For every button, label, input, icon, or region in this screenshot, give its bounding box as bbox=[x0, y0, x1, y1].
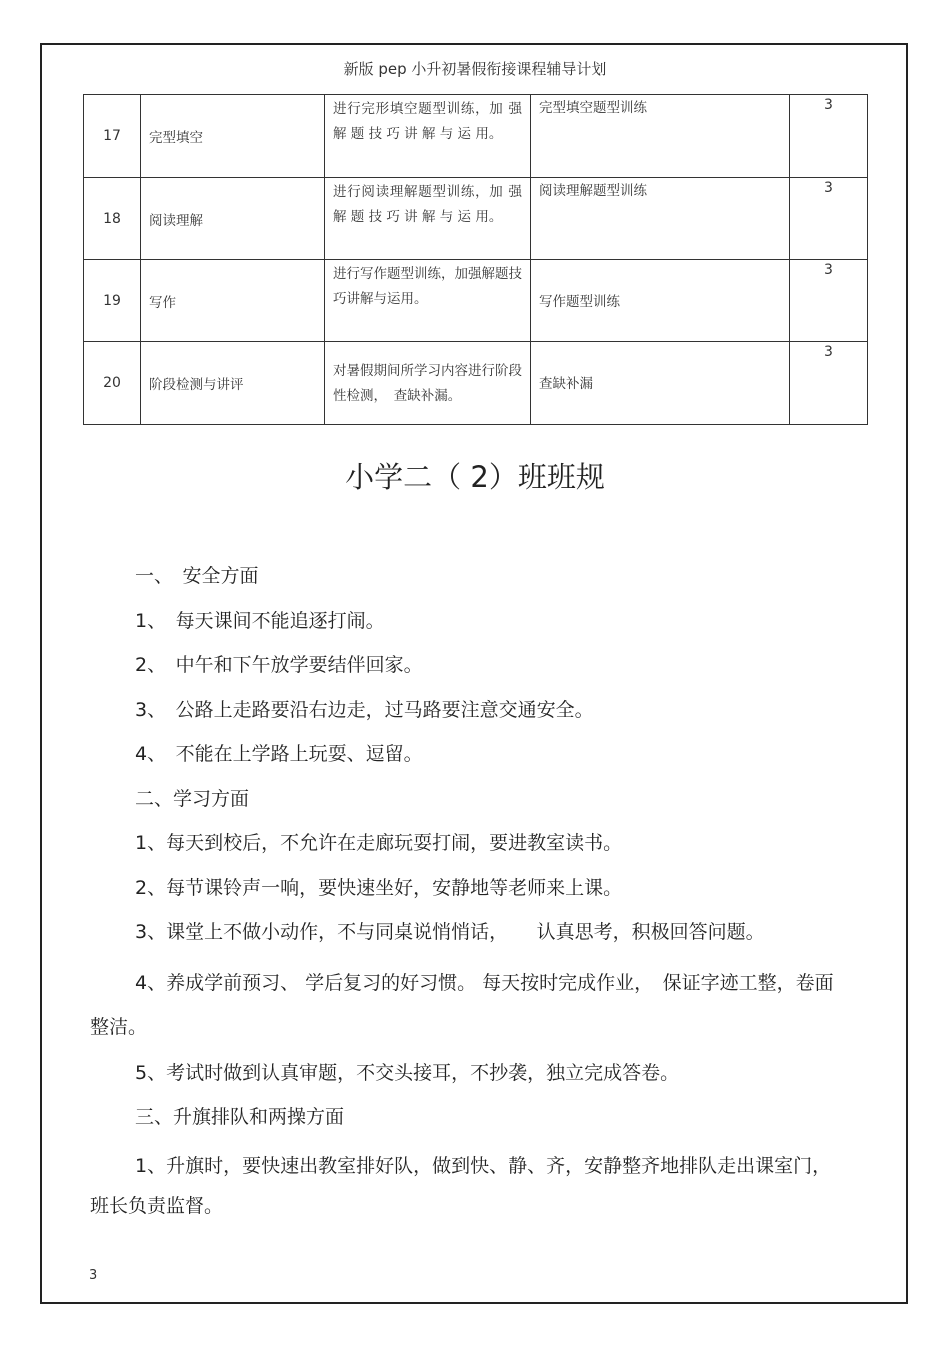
row-number: 17 bbox=[84, 95, 141, 178]
rule-item: 2、每节课铃声一响，要快速坐好，安静地等老师来上课。 bbox=[135, 876, 623, 899]
table-row bbox=[84, 95, 868, 178]
section-heading-flag: 三、升旗排队和两操方面 bbox=[135, 1106, 345, 1128]
rule-item: 3、课堂上不做小动作，不与同桌说悄悄话， 认真思考，积极回答问题。 bbox=[135, 921, 765, 943]
section-heading-study: 二、学习方面 bbox=[135, 787, 250, 810]
page-number: 3 bbox=[89, 1268, 98, 1283]
class-rules-body bbox=[90, 560, 850, 1226]
row-hours: 3 bbox=[790, 95, 868, 178]
row-number: 18 bbox=[84, 178, 141, 260]
row-topic: 完型填空 bbox=[141, 95, 325, 178]
row-topic: 阅读理解 bbox=[141, 178, 325, 260]
table-row bbox=[84, 178, 868, 260]
page-header: 新版 pep 小升初暑假衔接课程辅导计划 bbox=[343, 60, 607, 78]
rule-item: 1、每天到校后，不允许在走廊玩耍打闹，要进教室读书。 bbox=[135, 832, 623, 854]
rule-item: 4、养成学前预习、 学后复习的好习惯。 每天按时完成作业， 保证字迹工整，卷面整洁。 bbox=[90, 971, 834, 1038]
row-content: 进行完形填空题型训练，加 强 解 题 技 巧 讲 解 与 运 用。 bbox=[325, 95, 531, 178]
row-content: 对暑假期间所学习内容进行阶段性检测， 查缺补漏。 bbox=[325, 342, 531, 425]
table-row bbox=[84, 342, 868, 425]
table-row bbox=[84, 260, 868, 342]
rule-item: 5、考试时做到认真审题，不交头接耳，不抄袭，独立完成答卷。 bbox=[135, 1061, 680, 1084]
section-heading-safety: 一、 安全方面 bbox=[135, 565, 259, 587]
rule-item: 4、 不能在上学路上玩耍、逗留。 bbox=[135, 743, 423, 765]
rule-item: 3、 公路上走路要沿右边走，过马路要注意交通安全。 bbox=[135, 698, 594, 721]
row-training: 阅读理解题型训练 bbox=[531, 178, 790, 260]
row-topic: 写作 bbox=[141, 260, 325, 342]
row-number: 20 bbox=[84, 342, 141, 425]
course-plan-table bbox=[83, 94, 868, 425]
row-number: 19 bbox=[84, 260, 141, 342]
row-training: 完型填空题型训练 bbox=[531, 95, 790, 178]
row-hours: 3 bbox=[790, 342, 868, 425]
row-content: 进行阅读理解题型训练，加 强 解 题 技 巧 讲 解 与 运 用。 bbox=[325, 178, 531, 260]
rule-item: 2、 中午和下午放学要结伴回家。 bbox=[135, 654, 423, 676]
row-training: 写作题型训练 bbox=[531, 260, 790, 342]
rule-item: 1、 每天课间不能追逐打闹。 bbox=[135, 609, 385, 632]
class-rules-title: 小学二（ 2）班班规 bbox=[345, 460, 605, 494]
row-training: 查缺补漏 bbox=[531, 342, 790, 425]
row-topic: 阶段检测与讲评 bbox=[141, 342, 325, 425]
row-hours: 3 bbox=[790, 178, 868, 260]
row-hours: 3 bbox=[790, 260, 868, 342]
rule-item: 1、升旗时，要快速出教室排好队，做到快、静、齐，安静整齐地排队走出课室门，班长负责监督。 bbox=[90, 1154, 832, 1217]
row-content: 进行写作题型训练，加强解题技巧讲解与运用。 bbox=[325, 260, 531, 342]
